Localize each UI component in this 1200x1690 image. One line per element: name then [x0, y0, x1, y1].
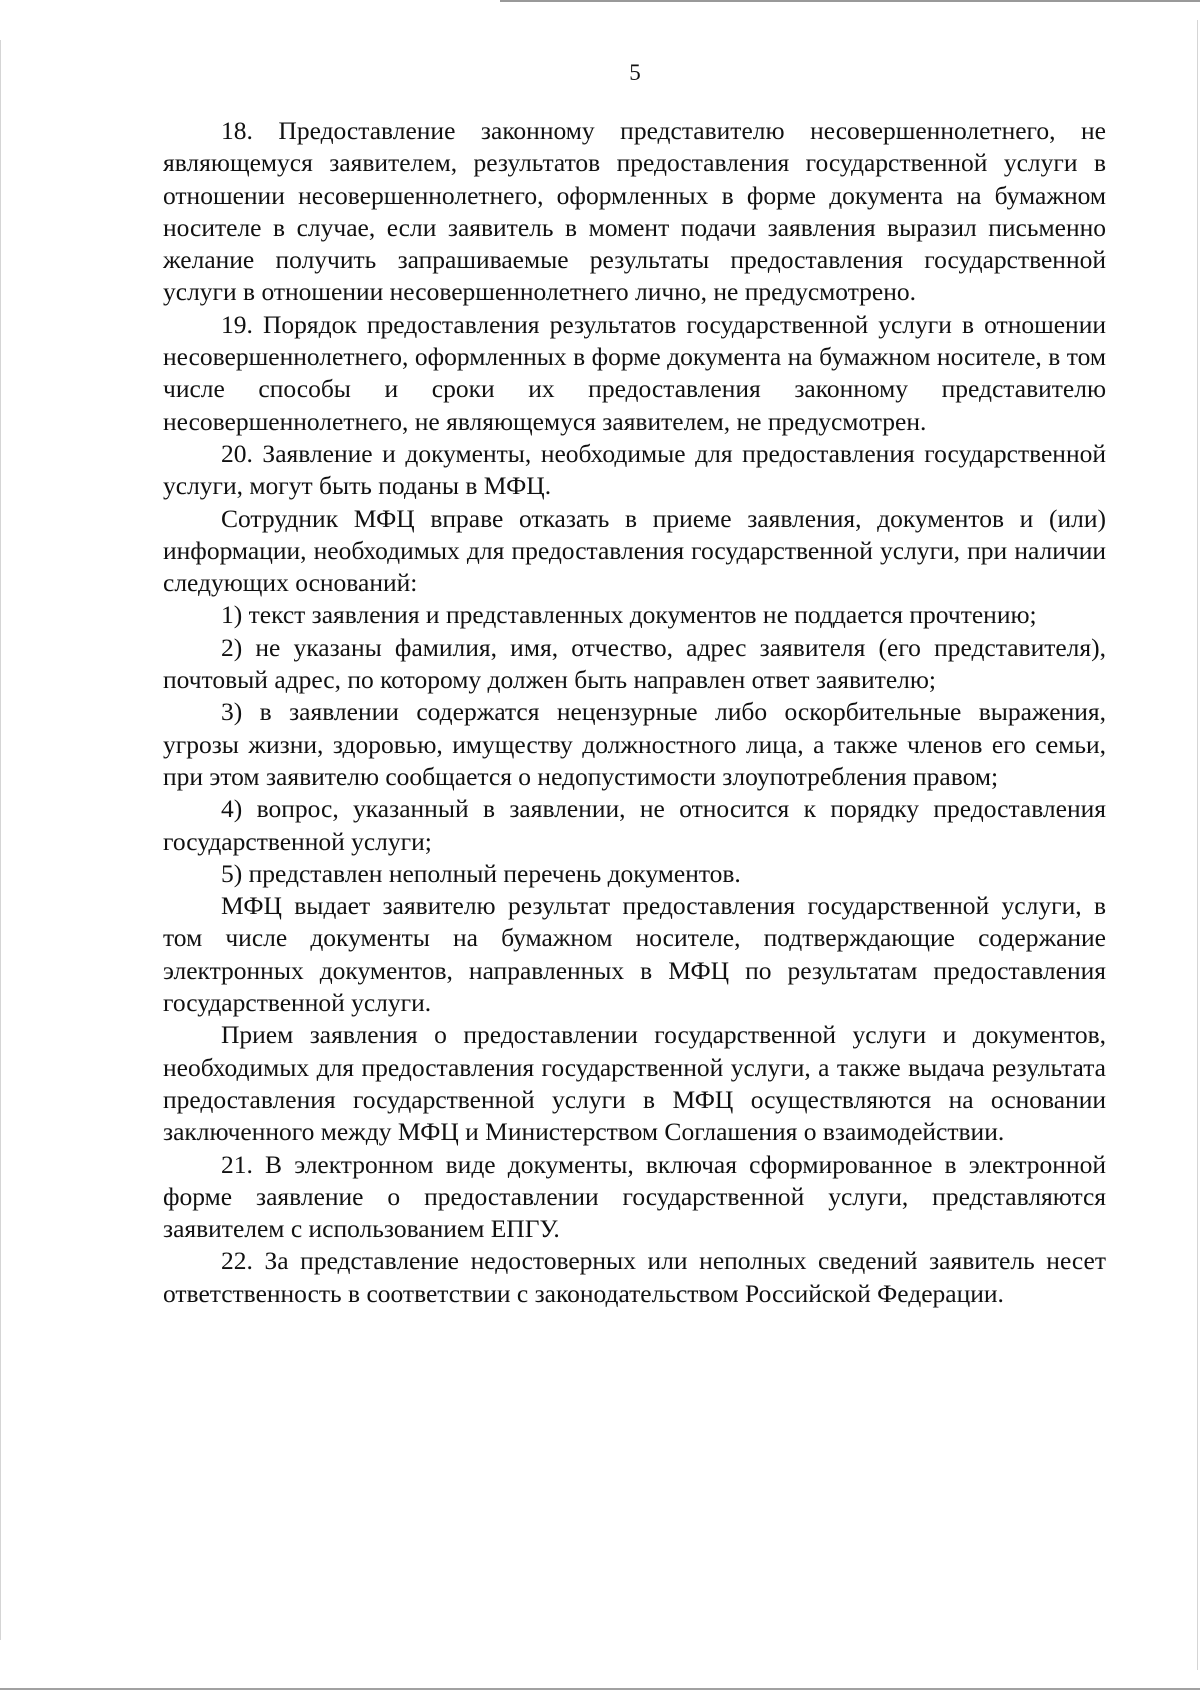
paragraph-20: 20. Заявление и документы, необходимые для предоставления государственной услуги, могут быть поданы в МФЦ.: [163, 438, 1106, 501]
scan-edge-top: [500, 0, 1200, 2]
scan-edge-right: [1197, 20, 1198, 1670]
paragraph-mfc-issues-result: МФЦ выдает заявителю результат предоставления государственной услуги, в том числе документы на бумажном носителе, подтверждающие содержание электронных документов, направленных в МФЦ по результатам предоставления государственной услуги.: [163, 891, 1106, 1018]
list-item-2: 2) не указаны фамилия, имя, отчество, адрес заявителя (его представителя), почтовый адрес, по которому должен быть направлен ответ заявителю;: [163, 632, 1106, 695]
page-number: 5: [629, 60, 641, 85]
paragraph-mfc-refusal-intro: Сотрудник МФЦ вправе отказать в приеме заявления, документов и (или) информации, необходимых для предоставления государственной услуги, при наличии следующих оснований:: [163, 503, 1106, 598]
list-item-3: 3) в заявлении содержатся нецензурные либо оскорбительные выражения, угрозы жизни, здоровью, имуществу должностного лица, а также членов его семьи, при этом заявителю сообщается о недопустимости злоупотребления правом;: [163, 697, 1106, 791]
paragraph-19: 19. Порядок предоставления результатов государственной услуги в отношении несовершеннолетнего, оформленных в форме документа на бумажном носителе, в том числе способы и сроки их предоставления законному представителю несовершеннолетнего, не являющемуся заявителем, не предусмотрен.: [163, 309, 1106, 436]
list-item-5: 5) представлен неполный перечень документов.: [221, 858, 741, 888]
paragraph-18: 18. Предоставление законному представителю несовершеннолетнего, не являющемуся заявителем, результатов предоставления государственной услуги в отношении несовершеннолетнего, оформленных в форме документа на бумажном носителе в случае, если заявитель в момент подачи заявления выразил письменно желание получить запрашиваемые результаты предоставления государственной услуги в отношении несовершеннолетнего лично, не предусмотрено.: [163, 116, 1106, 307]
list-item-4: 4) вопрос, указанный в заявлении, не относится к порядку предоставления государственной услуги;: [163, 794, 1106, 856]
list-item-1: 1) текст заявления и представленных документов не поддается прочтению;: [221, 600, 1037, 630]
scan-edge-left: [0, 40, 1, 1640]
paragraph-21: 21. В электронном виде документы, включая сформированное в электронной форме заявление о предоставлении государственной услуги, представляются заявителем с использованием ЕПГУ.: [163, 1149, 1106, 1244]
document-body: [163, 115, 1106, 1310]
paragraph-22: 22. За представление недостоверных или неполных сведений заявитель несет ответственность в соответствии с законодательством Российской Федерации.: [163, 1246, 1106, 1308]
paragraph-mfc-agreement: Прием заявления о предоставлении государственной услуги и документов, необходимых для предоставления государственной услуги, а также выдача результата предоставления государственной услуги в МФЦ осуществляются на основании заключенного между МФЦ и Министерством Соглашения о взаимодействии.: [163, 1020, 1106, 1147]
